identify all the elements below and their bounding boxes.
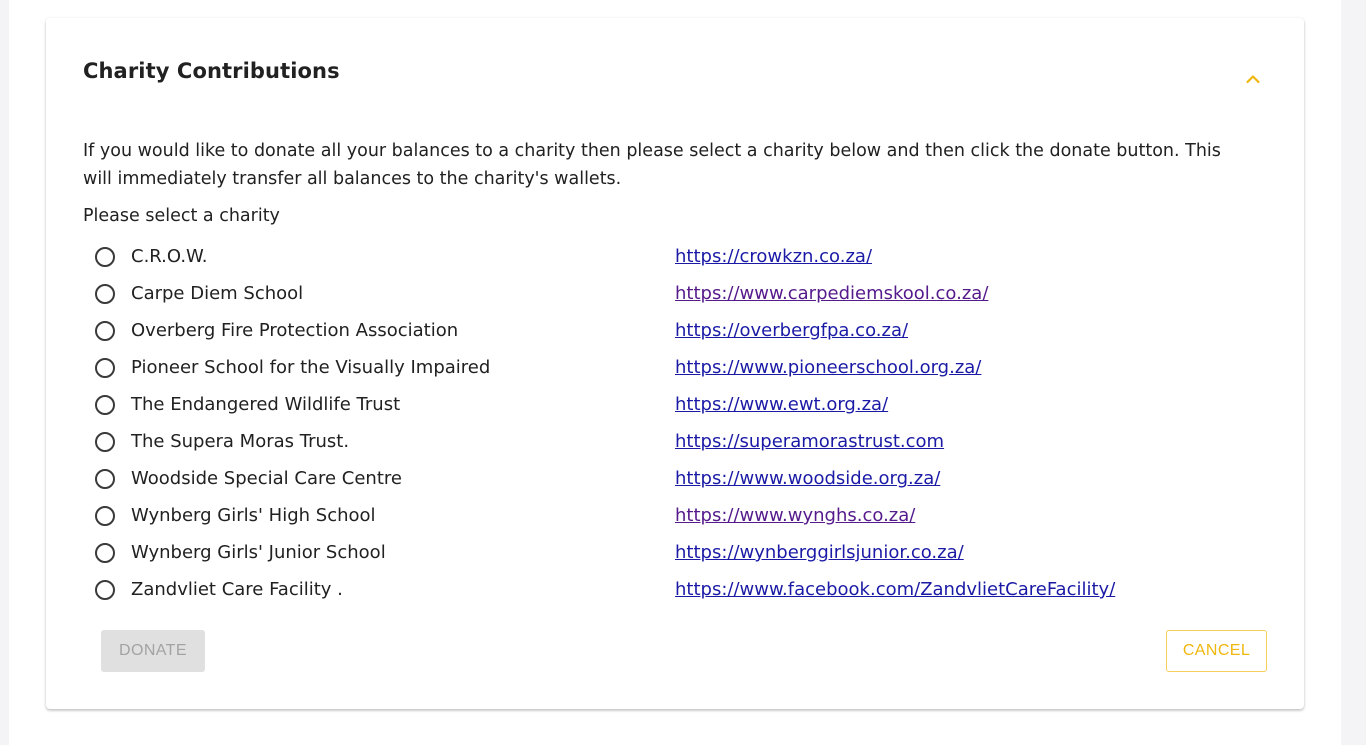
radio-unchecked-icon[interactable] [95,543,115,563]
charity-website-link[interactable]: https://crowkzn.co.za/ [675,246,873,267]
charity-name[interactable]: The Endangered Wildlife Trust [131,394,401,415]
cancel-button[interactable]: CANCEL [1166,630,1267,672]
charity-website-link[interactable]: https://www.facebook.com/ZandvlietCareFacility/ [675,579,1116,600]
radio-unchecked-icon[interactable] [95,580,115,600]
charity-website-link[interactable]: https://www.woodside.org.za/ [675,468,941,489]
radio-unchecked-icon[interactable] [95,247,115,267]
radio-unchecked-icon[interactable] [95,321,115,341]
donation-description: If you would like to donate all your balances to a charity then please select a charity below and then click the donate button. This will immediately transfer all balances to the charity's wallets. [83,141,1221,189]
charity-website-link[interactable]: https://www.carpediemskool.co.za/ [675,283,989,304]
charity-website-link[interactable]: https://www.wynghs.co.za/ [675,505,916,526]
charity-name[interactable]: Overberg Fire Protection Association [131,320,459,341]
radio-unchecked-icon[interactable] [95,469,115,489]
radio-unchecked-icon[interactable] [95,284,115,304]
page-background [9,0,1341,745]
charity-option[interactable] [95,313,1245,350]
charity-name[interactable]: Zandvliet Care Facility . [131,579,343,600]
radio-unchecked-icon[interactable] [95,432,115,452]
radio-unchecked-icon[interactable] [95,358,115,378]
charity-option[interactable] [95,387,1245,424]
charity-website-link[interactable]: https://www.pioneerschool.org.za/ [675,357,982,378]
charity-list [95,239,1245,609]
charity-option[interactable] [95,535,1245,572]
charity-name[interactable]: C.R.O.W. [131,246,208,267]
charity-name[interactable]: Wynberg Girls' High School [131,505,376,526]
charity-website-link[interactable]: https://superamorastrust.com [675,431,945,452]
charity-name[interactable]: Carpe Diem School [131,283,304,304]
charity-contributions-card [46,18,1304,709]
charity-option[interactable] [95,350,1245,387]
charity-option[interactable] [95,572,1245,609]
collapse-button[interactable] [1238,64,1268,94]
radio-unchecked-icon[interactable] [95,506,115,526]
charity-name[interactable]: The Supera Moras Trust. [131,431,350,452]
charity-option[interactable] [95,239,1245,276]
charity-website-link[interactable]: https://overbergfpa.co.za/ [675,320,909,341]
chevron-up-icon [1238,64,1268,94]
charity-option[interactable] [95,461,1245,498]
charity-option[interactable] [95,498,1245,535]
donate-button[interactable]: DONATE [101,630,205,672]
charity-option[interactable] [95,276,1245,313]
charity-name[interactable]: Pioneer School for the Visually Impaired [131,357,491,378]
charity-option[interactable] [95,424,1245,461]
charity-website-link[interactable]: https://wynberggirlsjunior.co.za/ [675,542,964,563]
card-title: Charity Contributions [83,59,340,83]
charity-name[interactable]: Woodside Special Care Centre [131,468,402,489]
select-charity-label: Please select a charity [83,206,280,226]
charity-name[interactable]: Wynberg Girls' Junior School [131,542,386,563]
charity-website-link[interactable]: https://www.ewt.org.za/ [675,394,889,415]
radio-unchecked-icon[interactable] [95,395,115,415]
